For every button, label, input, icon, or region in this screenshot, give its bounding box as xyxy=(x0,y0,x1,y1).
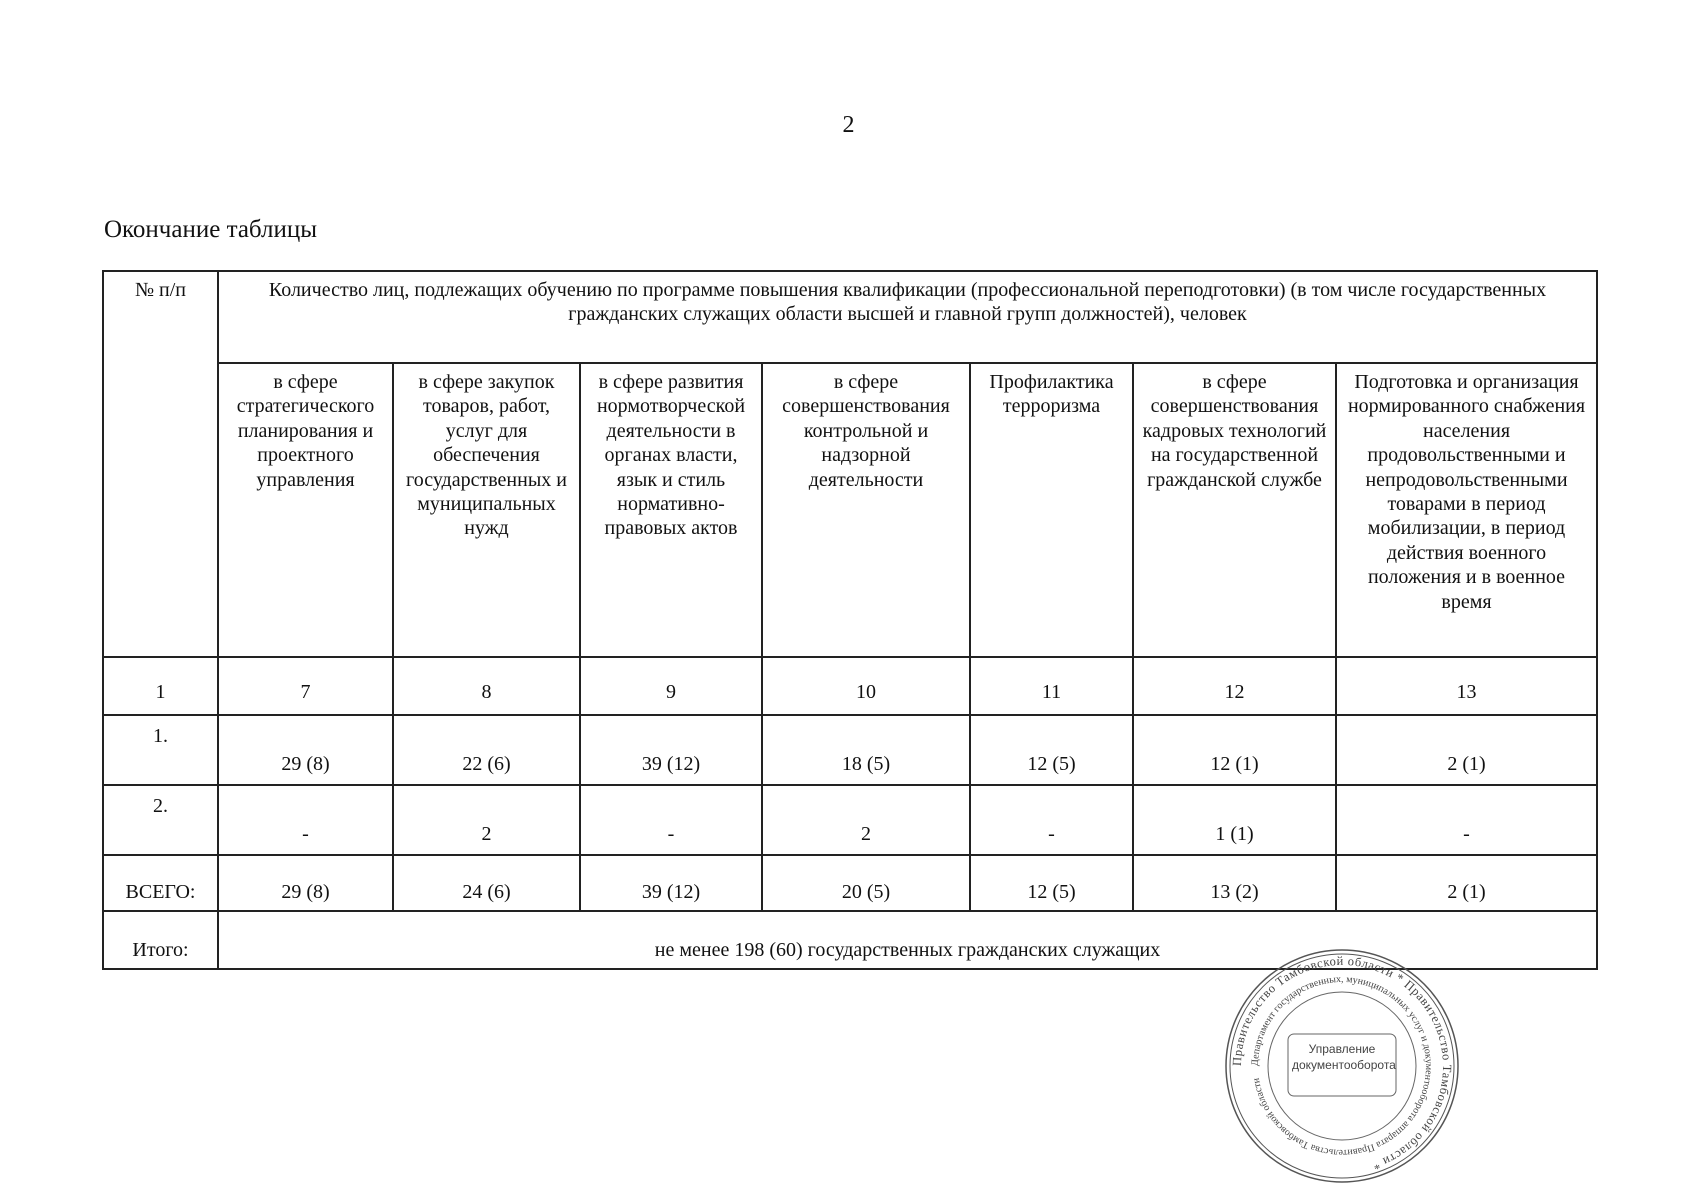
column-header: в сфере развития нормотворческой деятельности в органах власти, язык и стиль нормативно-правовых актов xyxy=(580,363,762,657)
table-row xyxy=(103,715,1597,785)
table-cell: 29 (8) xyxy=(218,855,393,911)
column-index: 12 xyxy=(1133,657,1336,715)
column-index-row xyxy=(103,657,1597,715)
official-stamp xyxy=(1222,946,1462,1186)
subheader-row xyxy=(103,363,1597,657)
column-index: 7 xyxy=(218,657,393,715)
table-cell: 2 (1) xyxy=(1336,855,1597,911)
itogo-label: Итого: xyxy=(103,911,218,969)
table-cell: 39 (12) xyxy=(580,715,762,785)
table-cell: 12 (5) xyxy=(970,855,1133,911)
page-number: 2 xyxy=(842,112,855,138)
table-cell: 13 (2) xyxy=(1133,855,1336,911)
total-row xyxy=(103,855,1597,911)
column-header: в сфере совершенствования кадровых технологий на государственной гражданской службе xyxy=(1133,363,1336,657)
table-cell: - xyxy=(580,785,762,855)
row-number: 2. xyxy=(103,785,218,855)
table-cell: 29 (8) xyxy=(218,715,393,785)
column-index: 1 xyxy=(103,657,218,715)
table-cell: 24 (6) xyxy=(393,855,580,911)
table-cell: 39 (12) xyxy=(580,855,762,911)
stamp-outer-text: Правительство Тамбовской области * Правительство Тамбовской области * xyxy=(1229,953,1455,1174)
column-index: 9 xyxy=(580,657,762,715)
itogo-value: не менее 198 (60) государственных гражданских служащих xyxy=(218,911,1597,969)
stamp-center-line: Управление xyxy=(1308,1042,1376,1056)
header-row xyxy=(103,271,1597,363)
column-header: Профилактика терроризма xyxy=(970,363,1133,657)
group-header: Количество лиц, подлежащих обучению по программе повышения квалификации (профессиональной переподготовки) (в том числе государственных гражданских служащих области высшей и главной групп должностей), человек xyxy=(218,271,1597,363)
column-header: в сфере стратегического планирования и проектного управления xyxy=(218,363,393,657)
table-cell: - xyxy=(218,785,393,855)
column-header: Подготовка и организация нормированного снабжения населения продовольственными и непродовольственными товарами в период мобилизации, в период действия военного положения и в военное время xyxy=(1336,363,1597,657)
table-cell: 22 (6) xyxy=(393,715,580,785)
num-header: № п/п xyxy=(103,271,218,657)
stamp-inner-text: Департамент государственных, муниципальных услуг и документооборота аппарата Правительства Тамбовской области xyxy=(1249,973,1435,1159)
table-cell: 2 xyxy=(393,785,580,855)
table-cell: - xyxy=(1336,785,1597,855)
table-cell: 18 (5) xyxy=(762,715,970,785)
table-cell: 2 (1) xyxy=(1336,715,1597,785)
column-index: 13 xyxy=(1336,657,1597,715)
column-header: в сфере закупок товаров, работ, услуг для обеспечения государственных и муниципальных нужд xyxy=(393,363,580,657)
column-header: в сфере совершенствования контрольной и надзорной деятельности xyxy=(762,363,970,657)
table-cell: 12 (1) xyxy=(1133,715,1336,785)
table-cell: 2 xyxy=(762,785,970,855)
column-index: 10 xyxy=(762,657,970,715)
table-cell: 1 (1) xyxy=(1133,785,1336,855)
row-number: 1. xyxy=(103,715,218,785)
stamp-center-line: документооборота xyxy=(1292,1057,1396,1072)
table-continuation-heading: Окончание таблицы xyxy=(104,216,318,243)
table-cell: 12 (5) xyxy=(970,715,1133,785)
training-table xyxy=(102,270,1598,970)
table-row xyxy=(103,785,1597,855)
stamp-center-text xyxy=(1292,1042,1396,1073)
total-label: ВСЕГО: xyxy=(103,855,218,911)
column-index: 8 xyxy=(393,657,580,715)
table-cell: 20 (5) xyxy=(762,855,970,911)
table-cell: - xyxy=(970,785,1133,855)
column-index: 11 xyxy=(970,657,1133,715)
